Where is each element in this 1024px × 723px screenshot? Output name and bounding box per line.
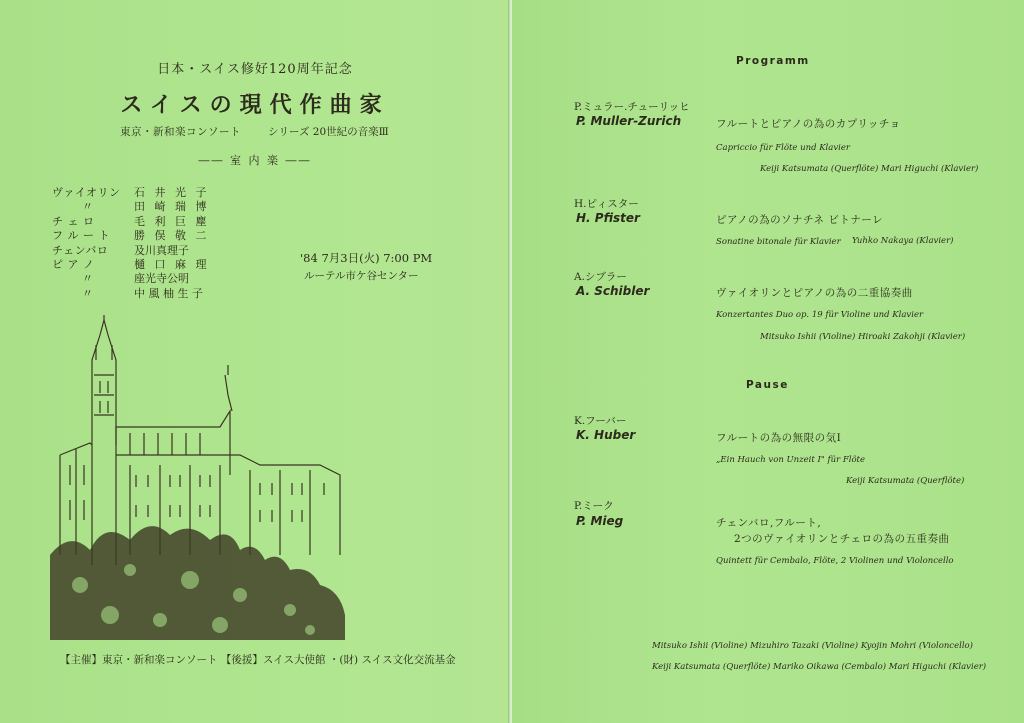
work-title-de: „Ein Hauch von Unzeit I" für Flöte: [716, 455, 866, 465]
work-title-jp: フルートの為の無限の気Ⅰ: [716, 432, 842, 444]
pause-heading: Pause: [746, 379, 789, 391]
performer-name: 田 崎 瑞 博: [134, 200, 210, 214]
work-title-jp: ヴァイオリンとピアノの為の二重協奏曲: [716, 287, 913, 299]
composer-name: A. Schibler: [576, 284, 650, 298]
performer-list: [52, 186, 234, 301]
instrument: 〃: [82, 272, 94, 286]
composer-name: P. Muller-Zurich: [576, 114, 682, 128]
series-name: シリーズ 20世紀の音楽Ⅲ: [268, 126, 389, 138]
work-performers: Keiji Katsumata (Querflöte) Mari Higuchi (Klavier): [760, 164, 979, 174]
composer-kana: P.ミーク: [574, 500, 614, 512]
anniversary-heading: 日本・スイス修好120周年記念: [157, 62, 353, 77]
work-performers: Mitsuko Ishii (Violine) Hiroaki Zakohji (Klavier): [760, 332, 966, 342]
work-title-jp-line2: 2つのヴァイオリンとチェロの為の五重奏曲: [734, 533, 950, 545]
work-title-de: Konzertantes Duo op. 19 für Violine und Klavier: [716, 310, 924, 320]
performer-name: 中 風 柚 生 子: [134, 286, 203, 300]
genre-label: ―― 室 内 楽 ――: [198, 154, 312, 167]
composer-kana: A.シブラー: [574, 271, 627, 283]
performer-name: 樋 口 麻 理: [134, 258, 210, 272]
instrument: ヴァイオリン: [52, 186, 121, 199]
program-left-page: [0, 0, 510, 723]
sponsor-line: 【主催】東京・新和楽コンソート 【後援】スイス大使館 ・(財) スイス文化交流基金: [60, 654, 456, 666]
work-title-de: Quintett für Cembalo, Flöte, 2 Violinen und Violoncello: [716, 556, 954, 566]
work-title-jp: ピアノの為のソナチネ ビトナーレ: [716, 214, 884, 226]
instrument: チ ェ ロ: [52, 214, 95, 228]
composer-name: H. Pfister: [576, 211, 640, 225]
instrument: フ ル ー ト: [52, 229, 110, 243]
work-title-jp: チェンバロ,フルート,: [716, 517, 822, 529]
cathedral-illustration: [40, 315, 360, 640]
instrument: 〃: [82, 200, 94, 214]
performer-row: [52, 258, 234, 272]
instrument: ピ ア ノ: [52, 258, 95, 272]
ensemble-line-2: Keiji Katsumata (Querflöte) Mariko Oikawa (Cembalo) Mari Higuchi (Klavier): [652, 662, 987, 672]
performer-row: [52, 215, 234, 229]
performer-row: [52, 200, 234, 214]
instrument: 〃: [82, 286, 94, 300]
performer-name: 及川真理子: [134, 243, 189, 257]
performer-name: 座光寺公明: [134, 272, 189, 286]
work-title-de: Capriccio für Flöte und Klavier: [716, 143, 850, 153]
work-performers: Yuhko Nakaya (Klavier): [852, 236, 954, 246]
performer-name: 毛 利 巨 塵: [134, 214, 210, 228]
performer-name: 勝 俣 敬 二: [134, 229, 210, 243]
ensemble-line-1: Mitsuko Ishii (Violine) Mizuhiro Tazaki (Violine) Kyojin Mohri (Violoncello): [652, 641, 973, 651]
concert-title: スイスの現代作曲家: [120, 92, 390, 118]
performer-row: [52, 229, 234, 243]
composer-kana: P.ミュラー.チューリッヒ: [574, 101, 690, 113]
programm-heading: Programm: [736, 55, 810, 67]
work-title-de: Sonatine bitonale für Klavier: [716, 237, 841, 247]
composer-name: K. Huber: [576, 428, 636, 442]
performer-row: [52, 272, 234, 286]
organizer-series: 東京・新和楽コンソート: [120, 126, 241, 138]
composer-kana: K.フーバー: [574, 415, 627, 427]
concert-date: '84 7月3日(火) 7:00 PM: [300, 251, 433, 265]
performer-row: [52, 287, 234, 301]
composer-kana: H.ピィスター: [574, 198, 639, 210]
performer-row: [52, 244, 234, 258]
work-title-jp: フルートとピアノの為のカプリッチョ: [716, 118, 901, 130]
work-performers: Keiji Katsumata (Querflöte): [846, 476, 965, 486]
performer-row: [52, 186, 234, 200]
concert-venue: ルーテル市ケ谷センター: [304, 270, 419, 282]
instrument: チェンバロ: [52, 243, 109, 257]
composer-name: P. Mieg: [576, 514, 624, 528]
performer-name: 石 井 光 子: [134, 186, 210, 199]
